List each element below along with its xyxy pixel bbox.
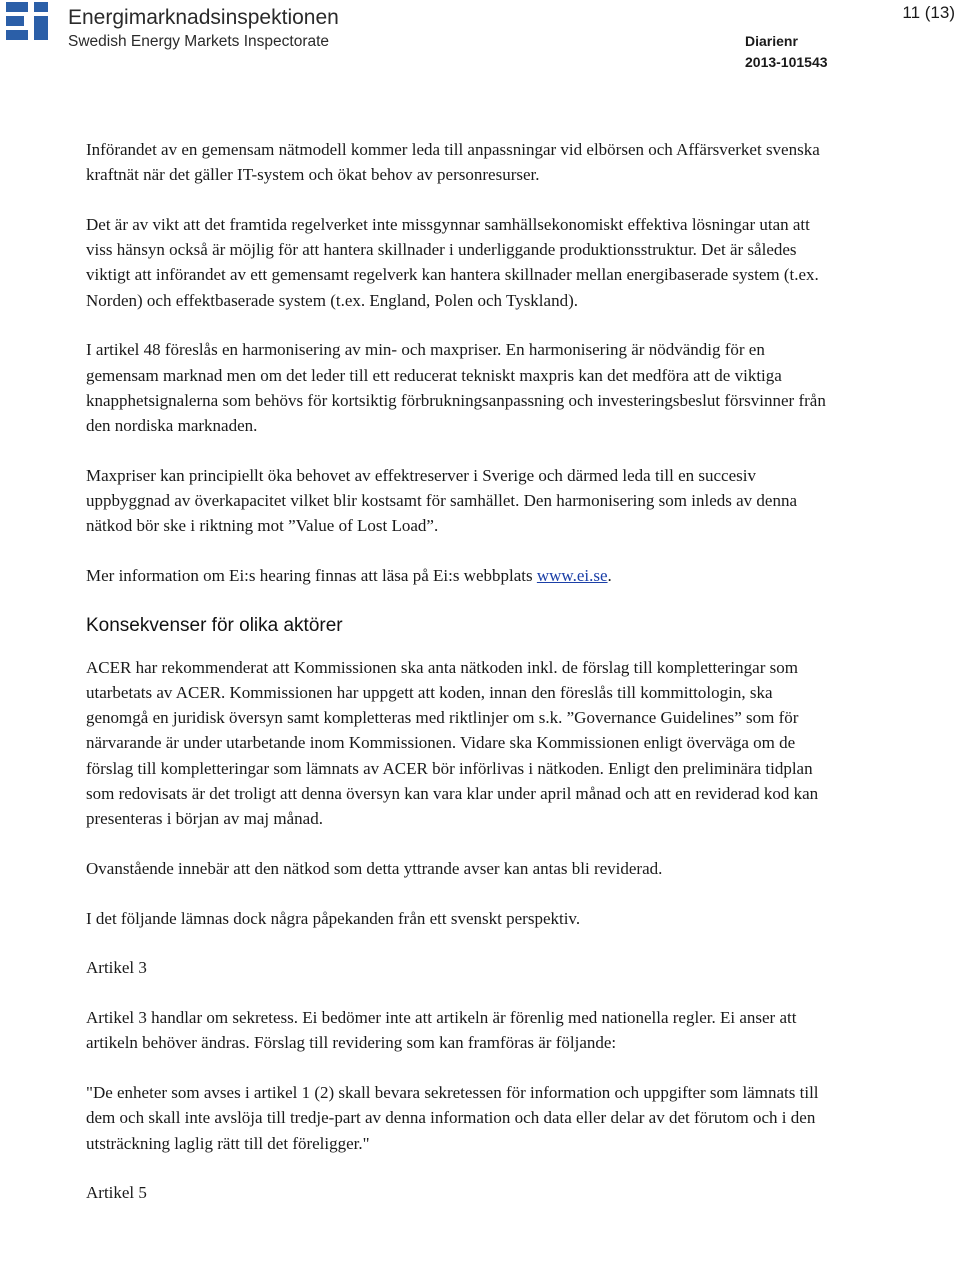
paragraph: Artikel 3 handlar om sekretess. Ei bedömer inte att artikeln är förenlig med nationella regler. Ei anser att artikeln behöver ändras. Förslag till revidering som kan framföras är följande: [86, 1008, 797, 1053]
paragraph: Införandet av en gemensam nätmodell kommer leda till anpassningar vid elbörsen och Affärsverket svenska kraftnät när det gäller IT-system och ökat behov av personresurser. [86, 140, 820, 185]
diarienr-label: Diarienr [745, 33, 798, 49]
diarienr-block [745, 31, 828, 73]
ei-website-link[interactable]: www.ei.se [536, 566, 608, 586]
section-heading: Konsekvenser för olika aktörer [86, 614, 343, 636]
article-heading: Artikel 5 [86, 1183, 147, 1203]
paragraph: ACER har rekommenderat att Kommissionen ska anta nätkoden inkl. de förslag till kompletteringar som utarbetats av ACER. Kommissionen har uppgett att koden, innan den föreslås till kommittologin, ska genomgå en juridisk översyn samt kompletteras med riktlinjer om s.k. ”Governance Guidelines” som för närvarande är under utarbetande inom Kommissionen. Vidare ska Kommissionen enligt överväga om de förslag till kompletteringar som lämnats av ACER bör införlivas i nätkoden. Enligt den preliminära tidplan som redovisats är det troligt att denna översyn kan vara klar under april månad och att en reviderad kod kan presenteras i början av maj månad. [86, 657, 819, 829]
paragraph: I artikel 48 föreslås en harmonisering av min- och maxpriser. En harmonisering är nödvändig för en gemensam marknad men om det leder till ett reducerat tekniskt maxpris kan det medföra att de viktiga knapphetsignalerna som behövs för kortsiktig förbrukningsanpassning och investeringsbeslut försvinner från den nordiska marknaden. [86, 340, 826, 436]
org-name-english: Swedish Energy Markets Inspectorate [68, 33, 330, 50]
paragraph: Maxpriser kan principiellt öka behovet av effektreserver i Sverige och därmed leda till en succesiv uppbyggnad av överkapacitet vilket blir kostsamt för samhället. Den harmonisering som inleds av denna nätkod bör ske i riktning mot ”Value of Lost Load”. [86, 465, 797, 536]
paragraph: I det följande lämnas dock några påpekanden från ett svenskt perspektiv. [86, 908, 581, 928]
more-info-text: Mer information om Ei:s hearing finnas att läsa på Ei:s webbplats [86, 566, 537, 586]
paragraph-more-info [86, 563, 826, 588]
quoted-proposal: "De enheter som avses i artikel 1 (2) skall bevara sekretessen för information och uppgifter som lämnats till dem och skall inte avslöja till tredje-part av denna information och data eller delar av det förutom och i den utsträckning laglig rätt till det föreligger." [86, 1083, 819, 1153]
org-name: Energimarknadsinspektionen [68, 6, 339, 29]
paragraph: Ovanstående innebär att den nätkod som detta yttrande avser kan antas bli reviderad. [86, 858, 663, 878]
agency-logo [6, 2, 58, 48]
more-info-end: . [607, 566, 612, 586]
paragraph: Det är av vikt att det framtida regelverket inte missgynnar samhällsekonomiskt effektiva lösningar utan att viss hänsyn också är möjlig för att hantera skillnader i underliggande produktionsstruktur. Det är således viktigt att införandet av ett gemensamt regelverk kan hantera skillnader mellan energibaserade system (t.ex. Norden) och effektbaserade system (t.ex. England, Polen och Tyskland). [86, 215, 819, 310]
diarienr-value: 2013-101543 [745, 54, 828, 70]
document-body [86, 137, 826, 1230]
article-heading: Artikel 3 [86, 958, 147, 978]
page-number: 11 (13) [902, 3, 955, 22]
